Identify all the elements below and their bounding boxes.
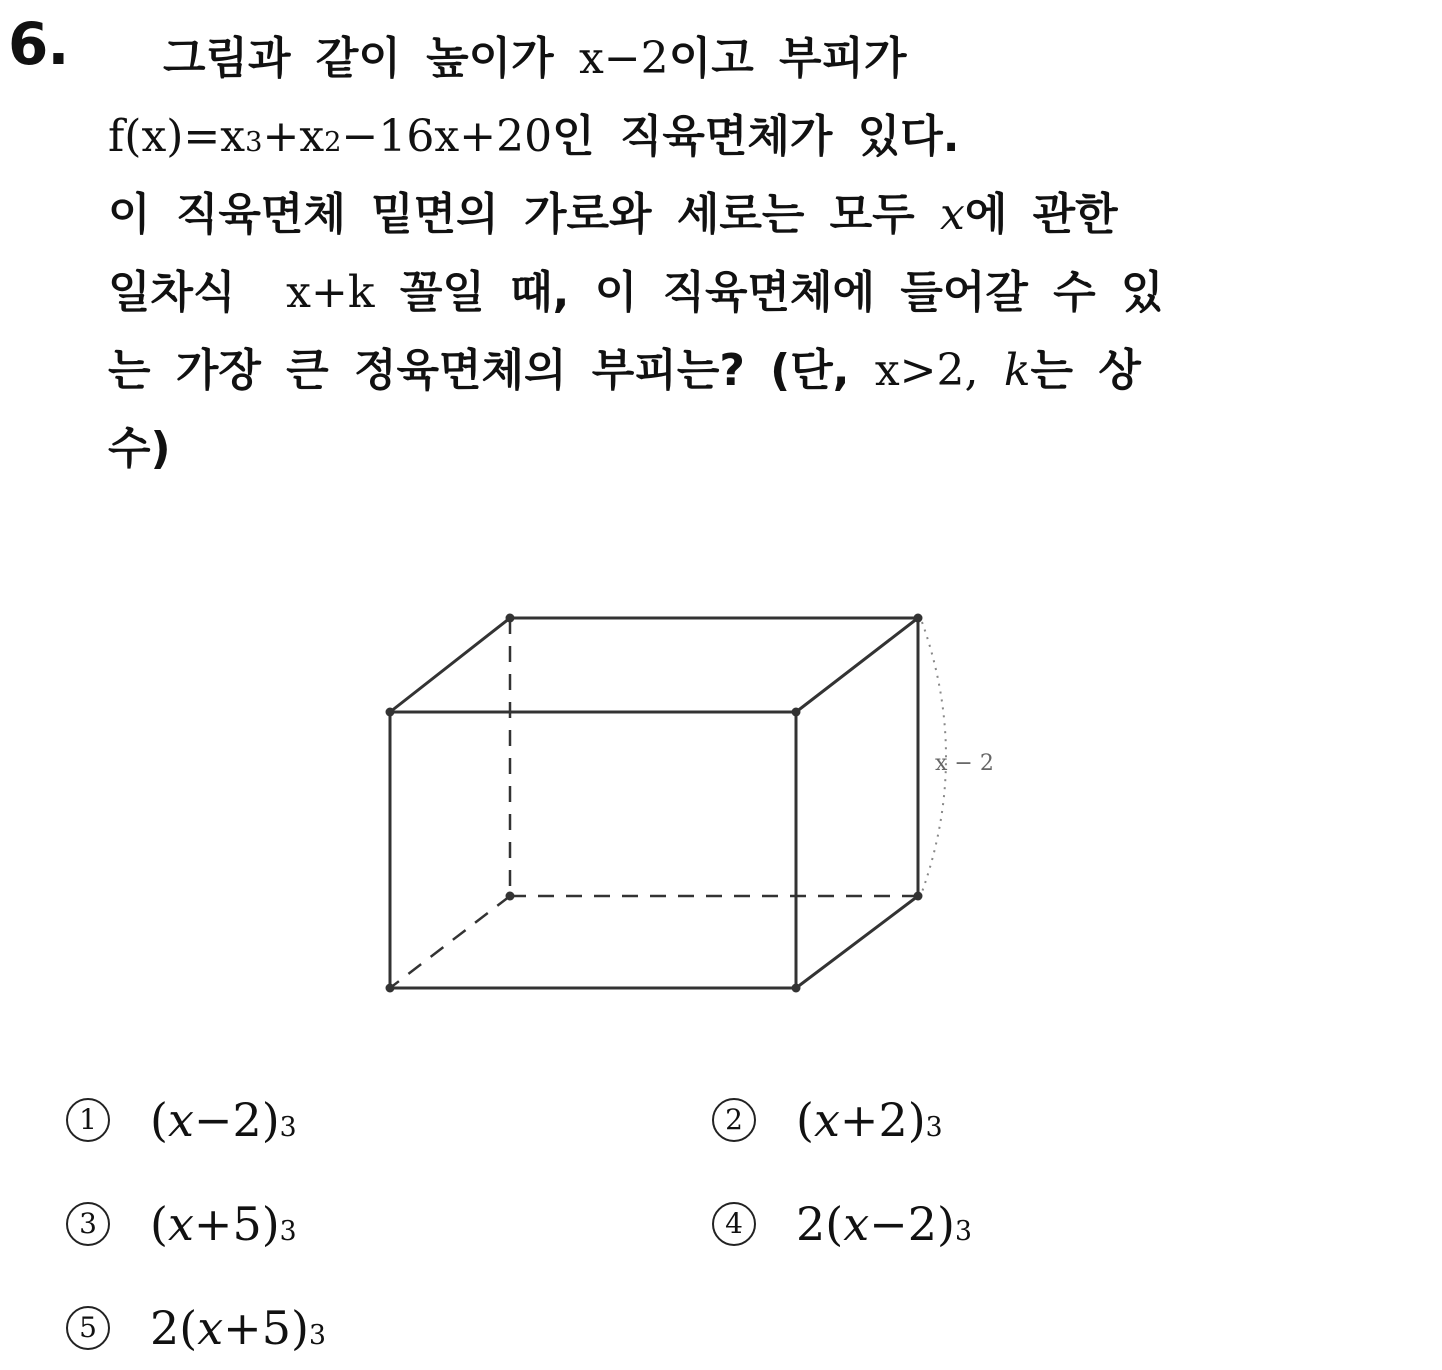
condition-expression: x>2, (874, 345, 979, 396)
stem-text: 수) (108, 423, 171, 474)
hidden-diagonal-edge (390, 896, 510, 988)
choice-1[interactable] (66, 1080, 297, 1160)
choice-3[interactable] (66, 1184, 297, 1264)
linear-expression: x+k (286, 267, 375, 318)
variable-k: k (1003, 345, 1031, 396)
question-number: 6. (8, 10, 69, 78)
stem-text: 꼴일 때, 이 직육면체에 들어갈 수 있 (399, 267, 1164, 318)
stem-text: 는 상 (1030, 345, 1141, 396)
top-right-edge (796, 618, 918, 712)
stem-line-2 (108, 98, 1368, 176)
choice-number: 4 (712, 1202, 756, 1246)
front-face (390, 712, 796, 988)
height-label: x − 2 (935, 751, 994, 776)
choice-number: 3 (66, 1202, 110, 1246)
choice-number: 2 (712, 1098, 756, 1142)
choice-2[interactable] (712, 1080, 943, 1160)
choice-expression: $(x+5)^3$ (150, 1197, 297, 1251)
question-stem (108, 20, 1368, 488)
cuboid-figure (370, 560, 1050, 1030)
stem-text: 그림과 같이 높이가 (163, 33, 554, 84)
stem-text: 이 직육면체 밑면의 가로와 세로는 모두 (108, 189, 915, 240)
choice-number: 5 (66, 1306, 110, 1350)
stem-text: 이고 부피가 (668, 33, 907, 84)
choice-5[interactable] (66, 1288, 326, 1368)
choice-4[interactable] (712, 1184, 972, 1264)
volume-function-lhs: f(x)=x (108, 111, 246, 162)
stem-line-6 (108, 410, 1368, 488)
stem-line-5 (108, 332, 1368, 410)
choice-expression: $2(x-2)^3$ (796, 1197, 972, 1251)
stem-text: 일차식 (108, 267, 236, 318)
cuboid-diagram (370, 560, 1050, 1030)
stem-line-4 (108, 254, 1368, 332)
variable-x: x (939, 189, 965, 240)
top-left-edge (390, 618, 510, 712)
choice-expression: $2(x+5)^3$ (150, 1301, 326, 1355)
stem-text: 는 가장 큰 정육면체의 부피는? (단, (108, 345, 850, 396)
choice-expression: $(x+2)^3$ (796, 1093, 943, 1147)
bottom-right-edge (796, 896, 918, 988)
choice-number: 1 (66, 1098, 110, 1142)
height-expression: x−2 (579, 33, 669, 84)
choice-expression: $(x-2)^3$ (150, 1093, 297, 1147)
volume-function: $f(x)=x^3+x^2-16x+20$ (108, 111, 553, 162)
stem-line-1 (108, 20, 1368, 98)
stem-text: 인 직육면체가 있다. (552, 111, 960, 162)
stem-line-3 (108, 176, 1368, 254)
stem-text: 에 관한 (964, 189, 1118, 240)
answer-choices (66, 1080, 1366, 1370)
